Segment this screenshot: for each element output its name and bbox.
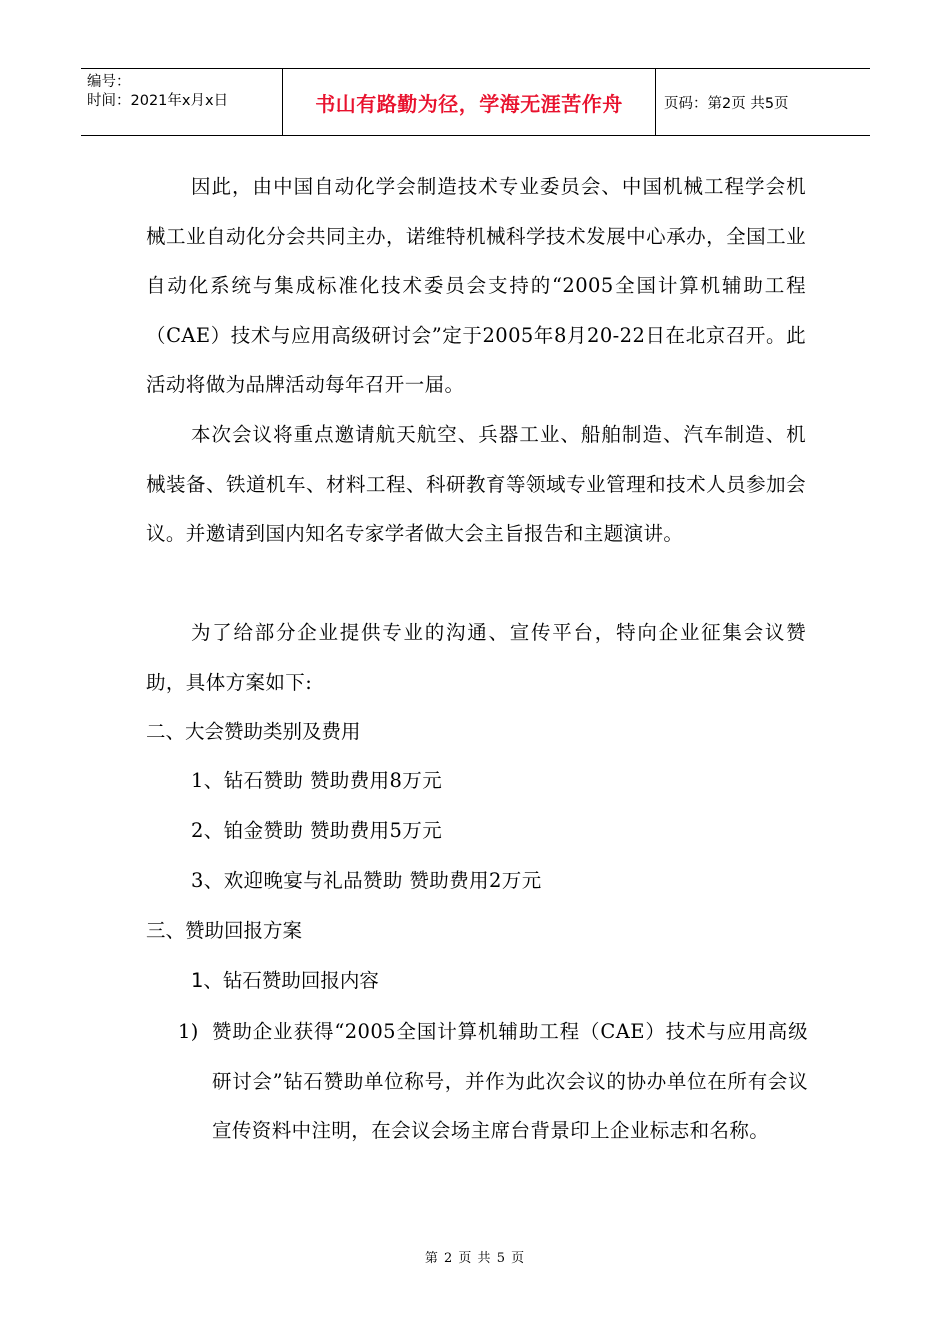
header-motto: 书山有路勤为径，学海无涯苦作舟 — [283, 69, 656, 135]
reward-item-number: 1) — [178, 1020, 199, 1043]
sponsor-category-item: 2、铂金赞助 赞助费用5万元 — [191, 819, 443, 842]
reward-list-item — [178, 1007, 808, 1156]
sponsor-category-item: 1、钻石赞助 赞助费用8万元 — [191, 769, 443, 792]
document-time-label: 时间：2021年x月x日 — [87, 93, 229, 109]
paragraph-participants: 本次会议将重点邀请航天航空、兵器工业、船舶制造、汽车制造、机械装备、铁道机车、材料工程、科研教育等领域专业管理和技术人员参加会议。并邀请到国内知名专家学者做大会主旨报告和主题演讲。 — [146, 423, 806, 545]
header-page-info: 页码：第2页 共5页 — [664, 95, 789, 112]
section-3-title: 三、赞助回报方案 — [146, 919, 303, 942]
header-meta — [81, 69, 283, 135]
sponsor-category-item: 3、欢迎晚宴与礼品赞助 赞助费用2万元 — [191, 869, 542, 892]
reward-item-text: 赞助企业获得“2005全国计算机辅助工程（CAE）技术与应用高级研讨会”钻石赞助单位称号，并作为此次会议的协办单位在所有会议宣传资料中注明，在会议会场主席台背景印上企业标志和名称。 — [212, 1020, 808, 1142]
document-number-label: 编号： — [87, 74, 131, 90]
paragraph-sponsorship-intro: 为了给部分企业提供专业的沟通、宣传平台，特向企业征集会议赞助，具体方案如下: — [146, 621, 806, 694]
paragraph-intro: 因此，由中国自动化学会制造技术专业委员会、中国机械工程学会机械工业自动化分会共同主办，诺维特机械科学技术发展中心承办，全国工业自动化系统与集成标准化技术委员会支持的“2005全国计算机辅助工程（CAE）技术与应用高级研讨会”定于2005年8月20-22日在北京召开。此活动将做为品牌活动每年召开一届。 — [146, 175, 806, 396]
section-3-subtitle: 1、钻石赞助回报内容 — [191, 969, 379, 992]
page-footer: 第 2 页 共 5 页 — [424, 1251, 526, 1266]
section-2-title: 二、大会赞助类别及费用 — [146, 720, 361, 743]
page-header — [81, 68, 870, 136]
